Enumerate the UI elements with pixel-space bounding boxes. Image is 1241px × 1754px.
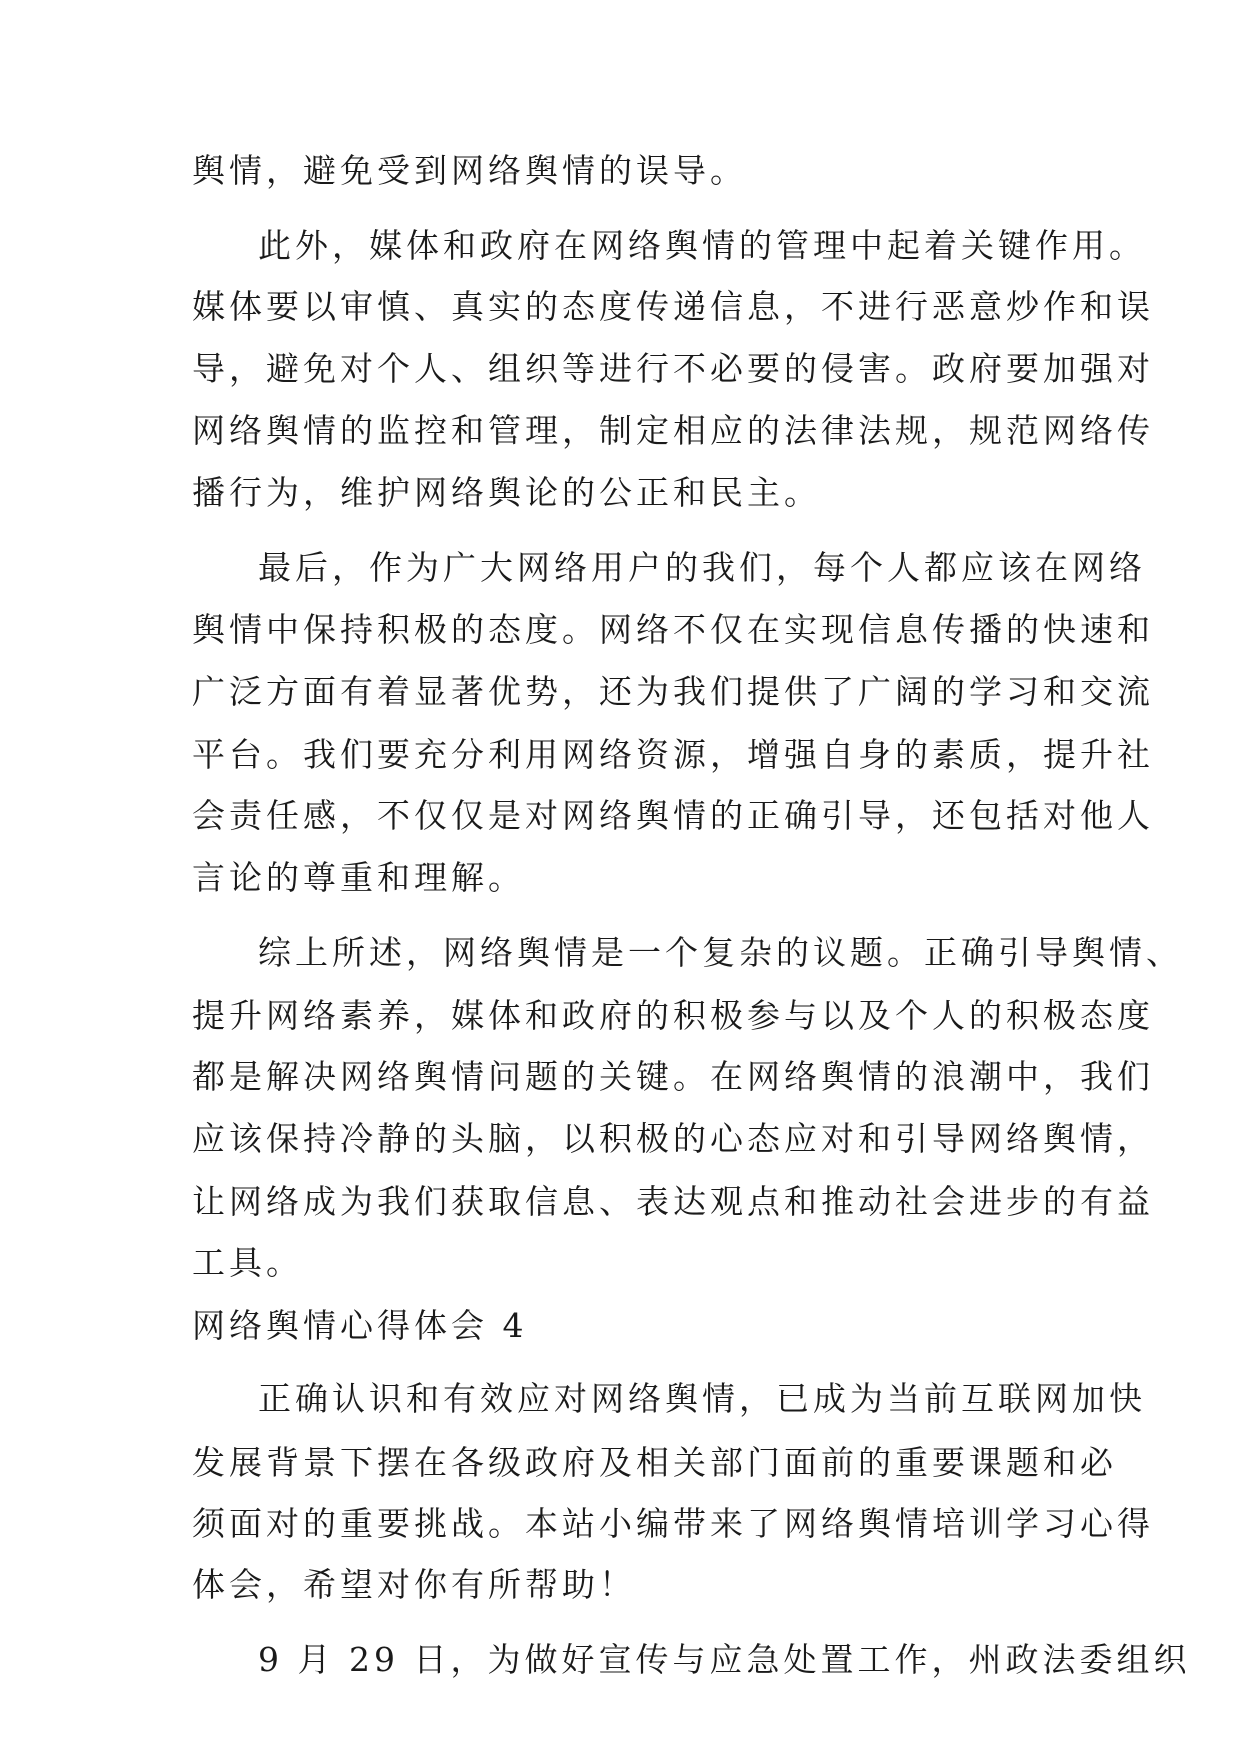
paragraph-line: 网络舆情的监控和管理，制定相应的法律法规，规范网络传 (192, 411, 1154, 450)
paragraph-line: 工具。 (192, 1243, 303, 1282)
paragraph-line: 平台。我们要充分利用网络资源，增强自身的素质，提升社 (192, 735, 1154, 774)
paragraph-line: 媒体要以审慎、真实的态度传递信息，不进行恶意炒作和误 (192, 287, 1154, 326)
paragraph-line: 言论的尊重和理解。 (192, 858, 525, 897)
paragraph-line: 让网络成为我们获取信息、表达观点和推动社会进步的有益 (192, 1182, 1154, 1221)
paragraph-line: 提升网络素养，媒体和政府的积极参与以及个人的积极态度 (192, 996, 1154, 1035)
paragraph-line: 发展背景下摆在各级政府及相关部门面前的重要课题和必 (192, 1443, 1117, 1482)
paragraph-line: 最后，作为广大网络用户的我们，每个人都应该在网络 (258, 548, 1146, 587)
paragraph-line: 综上所述，网络舆情是一个复杂的议题。正确引导舆情、 (258, 933, 1183, 972)
paragraph-line: 此外，媒体和政府在网络舆情的管理中起着关键作用。 (258, 226, 1146, 265)
paragraph-line: 都是解决网络舆情问题的关键。在网络舆情的浪潮中，我们 (192, 1057, 1154, 1096)
paragraph-line: 会责任感，不仅仅是对网络舆情的正确引导，还包括对他人 (192, 796, 1154, 835)
paragraph-line: 舆情，避免受到网络舆情的误导。 (192, 151, 747, 190)
paragraph-line: 须面对的重要挑战。本站小编带来了网络舆情培训学习心得 (192, 1504, 1154, 1543)
paragraph-line: 播行为，维护网络舆论的公正和民主。 (192, 473, 821, 512)
paragraph-line: 应该保持冷静的头脑，以积极的心态应对和引导网络舆情， (192, 1119, 1154, 1158)
paragraph-line: 导，避免对个人、组织等进行不必要的侵害。政府要加强对 (192, 349, 1154, 388)
paragraph-line: 广泛方面有着显著优势，还为我们提供了广阔的学习和交流 (192, 672, 1154, 711)
paragraph-line: 正确认识和有效应对网络舆情，已成为当前互联网加快 (258, 1379, 1146, 1418)
paragraph-line: 舆情中保持积极的态度。网络不仅在实现信息传播的快速和 (192, 610, 1154, 649)
paragraph-line: 体会，希望对你有所帮助！ (192, 1565, 636, 1604)
paragraph-line: 9 月 29 日，为做好宣传与应急处置工作，州政法委组织 (258, 1640, 1191, 1679)
section-heading: 网络舆情心得体会 4 (192, 1306, 528, 1345)
